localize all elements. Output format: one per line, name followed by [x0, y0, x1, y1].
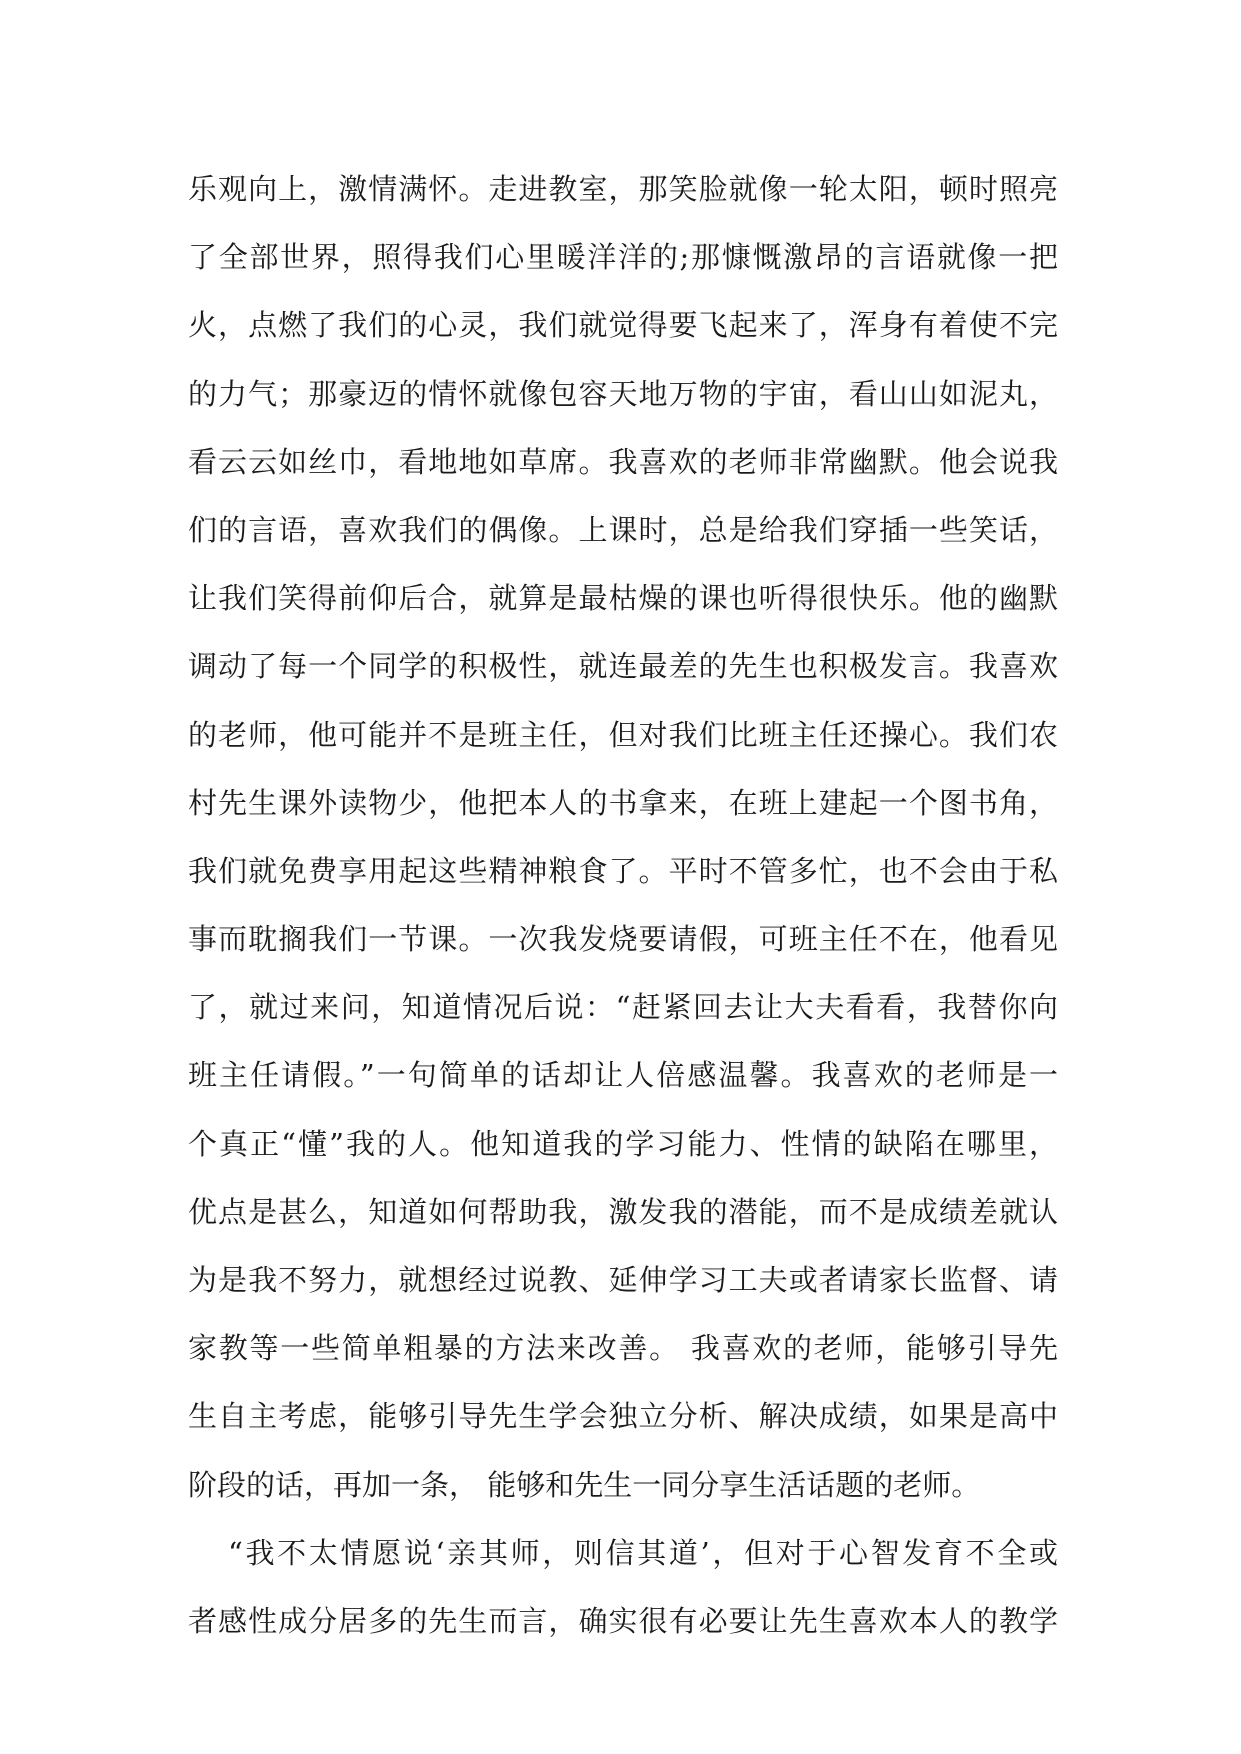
text-line: 的力气；那豪迈的情怀就像包容天地万物的宇宙，看山山如泥丸，: [188, 376, 1058, 411]
text-line: 了，就过来问，知道情况后说：“赶紧回去让大夫看看，我替你向: [188, 990, 1058, 1025]
text-line: “我不太情愿说‘亲其师，则信其道’，但对于心智发育不全或: [228, 1535, 1058, 1570]
text-line: 看云云如丝巾，看地地如草席。我喜欢的老师非常幽默。他会说我: [188, 444, 1058, 479]
text-line: 了全部世界，照得我们心里暖洋洋的;那慷慨激昂的言语就像一把: [188, 240, 1058, 275]
text-line: 者感性成分居多的先生而言，确实很有必要让先生喜欢本人的教学: [188, 1603, 1058, 1638]
text-line: 家教等一些简单粗暴的方法来改善。 我喜欢的老师，能够引导先: [188, 1331, 1058, 1366]
text-line: 优点是甚么，知道如何帮助我，激发我的潜能，而不是成绩差就认: [188, 1194, 1058, 1229]
text-line: 班主任请假。”一句简单的话却让人倍感温馨。我喜欢的老师是一: [188, 1058, 1058, 1093]
body-text: [188, 155, 1058, 1655]
text-line: 事而耽搁我们一节课。一次我发烧要请假，可班主任不在，他看见: [188, 922, 1058, 957]
text-line: 村先生课外读物少，他把本人的书拿来，在班上建起一个图书角，: [188, 785, 1058, 820]
text-line: 的老师，他可能并不是班主任，但对我们比班主任还操心。我们农: [188, 717, 1058, 752]
text-line: 生自主考虑，能够引导先生学会独立分析、解决成绩，如果是高中: [188, 1399, 1058, 1434]
text-line: 阶段的话，再加一条， 能够和先生一同分享生活话题的老师。: [188, 1467, 981, 1502]
text-line: 为是我不努力，就想经过说教、延伸学习工夫或者请家长监督、请: [188, 1263, 1058, 1297]
text-line: 调动了每一个同学的积极性，就连最差的先生也积极发言。我喜欢: [188, 649, 1058, 684]
text-line: 我们就免费享用起这些精神粮食了。平时不管多忙，也不会由于私: [188, 853, 1058, 888]
text-line: 们的言语，喜欢我们的偶像。上课时，总是给我们穿插一些笑话，: [188, 512, 1058, 547]
text-line: 让我们笑得前仰后合，就算是最枯燥的课也听得很快乐。他的幽默: [188, 581, 1058, 616]
text-line: 个真正“懂”我的人。他知道我的学习能力、性情的缺陷在哪里，: [188, 1126, 1058, 1161]
text-line: 乐观向上，激情满怀。走进教室，那笑脸就像一轮太阳，顿时照亮: [188, 172, 1058, 206]
text-line: 火，点燃了我们的心灵，我们就觉得要飞起来了，浑身有着使不完: [188, 308, 1058, 343]
